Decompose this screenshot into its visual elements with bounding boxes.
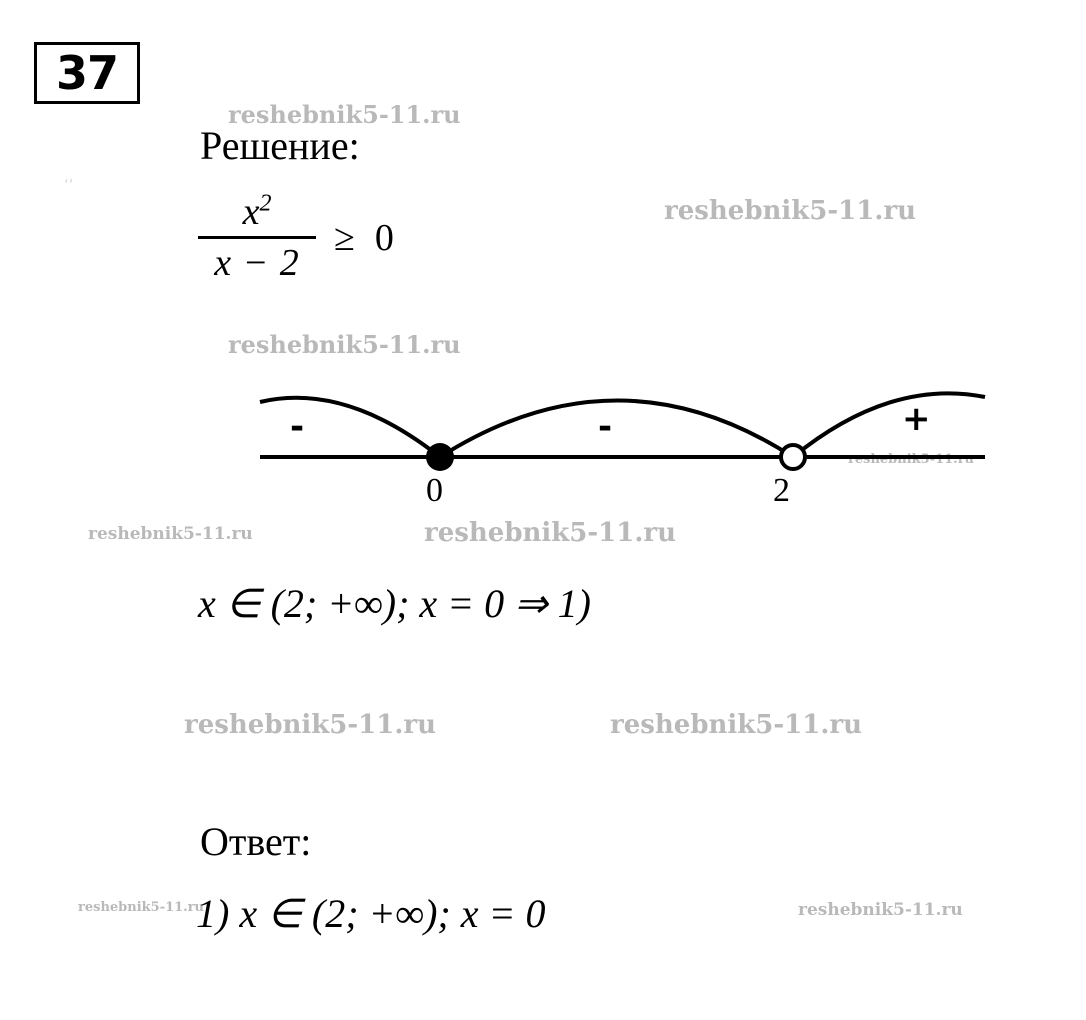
solution-interval-line: x ∈ (2; +∞); x = 0 ⇒ 1) <box>198 581 591 626</box>
watermark: reshebnik5-11.ru <box>798 900 963 920</box>
sign-chart-diagram <box>240 372 1000 522</box>
answer-heading: Ответ: <box>200 819 312 864</box>
watermark: reshebnik5-11.ru <box>88 524 253 544</box>
watermark: reshebnik5-11.ru <box>184 710 437 740</box>
numerator-exponent: 2 <box>259 190 272 217</box>
fraction-denominator: x − 2 <box>214 242 300 284</box>
scan-speck: ʻʻ <box>64 176 74 194</box>
watermark: reshebnik5-11.ru <box>610 710 863 740</box>
sign-label-negative-middle: - <box>598 407 613 447</box>
arc-left <box>260 398 440 457</box>
sign-label-positive-right: + <box>902 399 931 439</box>
answer-interval-line: 1) x ∈ (2; +∞); x = 0 <box>196 891 546 936</box>
watermark: reshebnik5-11.ru <box>228 330 461 359</box>
problem-number: 37 <box>55 46 118 100</box>
arc-right <box>793 393 985 457</box>
right-hand-side: 0 <box>374 216 394 259</box>
numerator-variable: x <box>242 191 260 233</box>
tick-label-zero: 0 <box>426 472 443 509</box>
relation-symbol: ≥ <box>334 216 355 259</box>
tick-label-two: 2 <box>773 472 790 509</box>
watermark: reshebnik5-11.ru <box>424 518 677 548</box>
fraction <box>198 190 316 285</box>
watermark: reshebnik5-11.ru <box>228 100 461 129</box>
watermark: reshebnik5-11.ru <box>848 452 975 467</box>
point-filled-zero <box>426 443 454 471</box>
watermark: reshebnik5-11.ru <box>664 196 917 226</box>
point-open-two <box>781 445 805 469</box>
watermark: reshebnik5-11.ru <box>78 900 205 915</box>
arc-middle <box>440 401 793 458</box>
fraction-numerator <box>231 190 284 236</box>
sign-label-negative-left: - <box>290 407 305 447</box>
problem-number-box <box>34 42 140 104</box>
sign-chart-svg <box>240 372 1000 522</box>
inequality-expression <box>198 190 394 285</box>
solution-heading: Решение: <box>200 123 360 168</box>
